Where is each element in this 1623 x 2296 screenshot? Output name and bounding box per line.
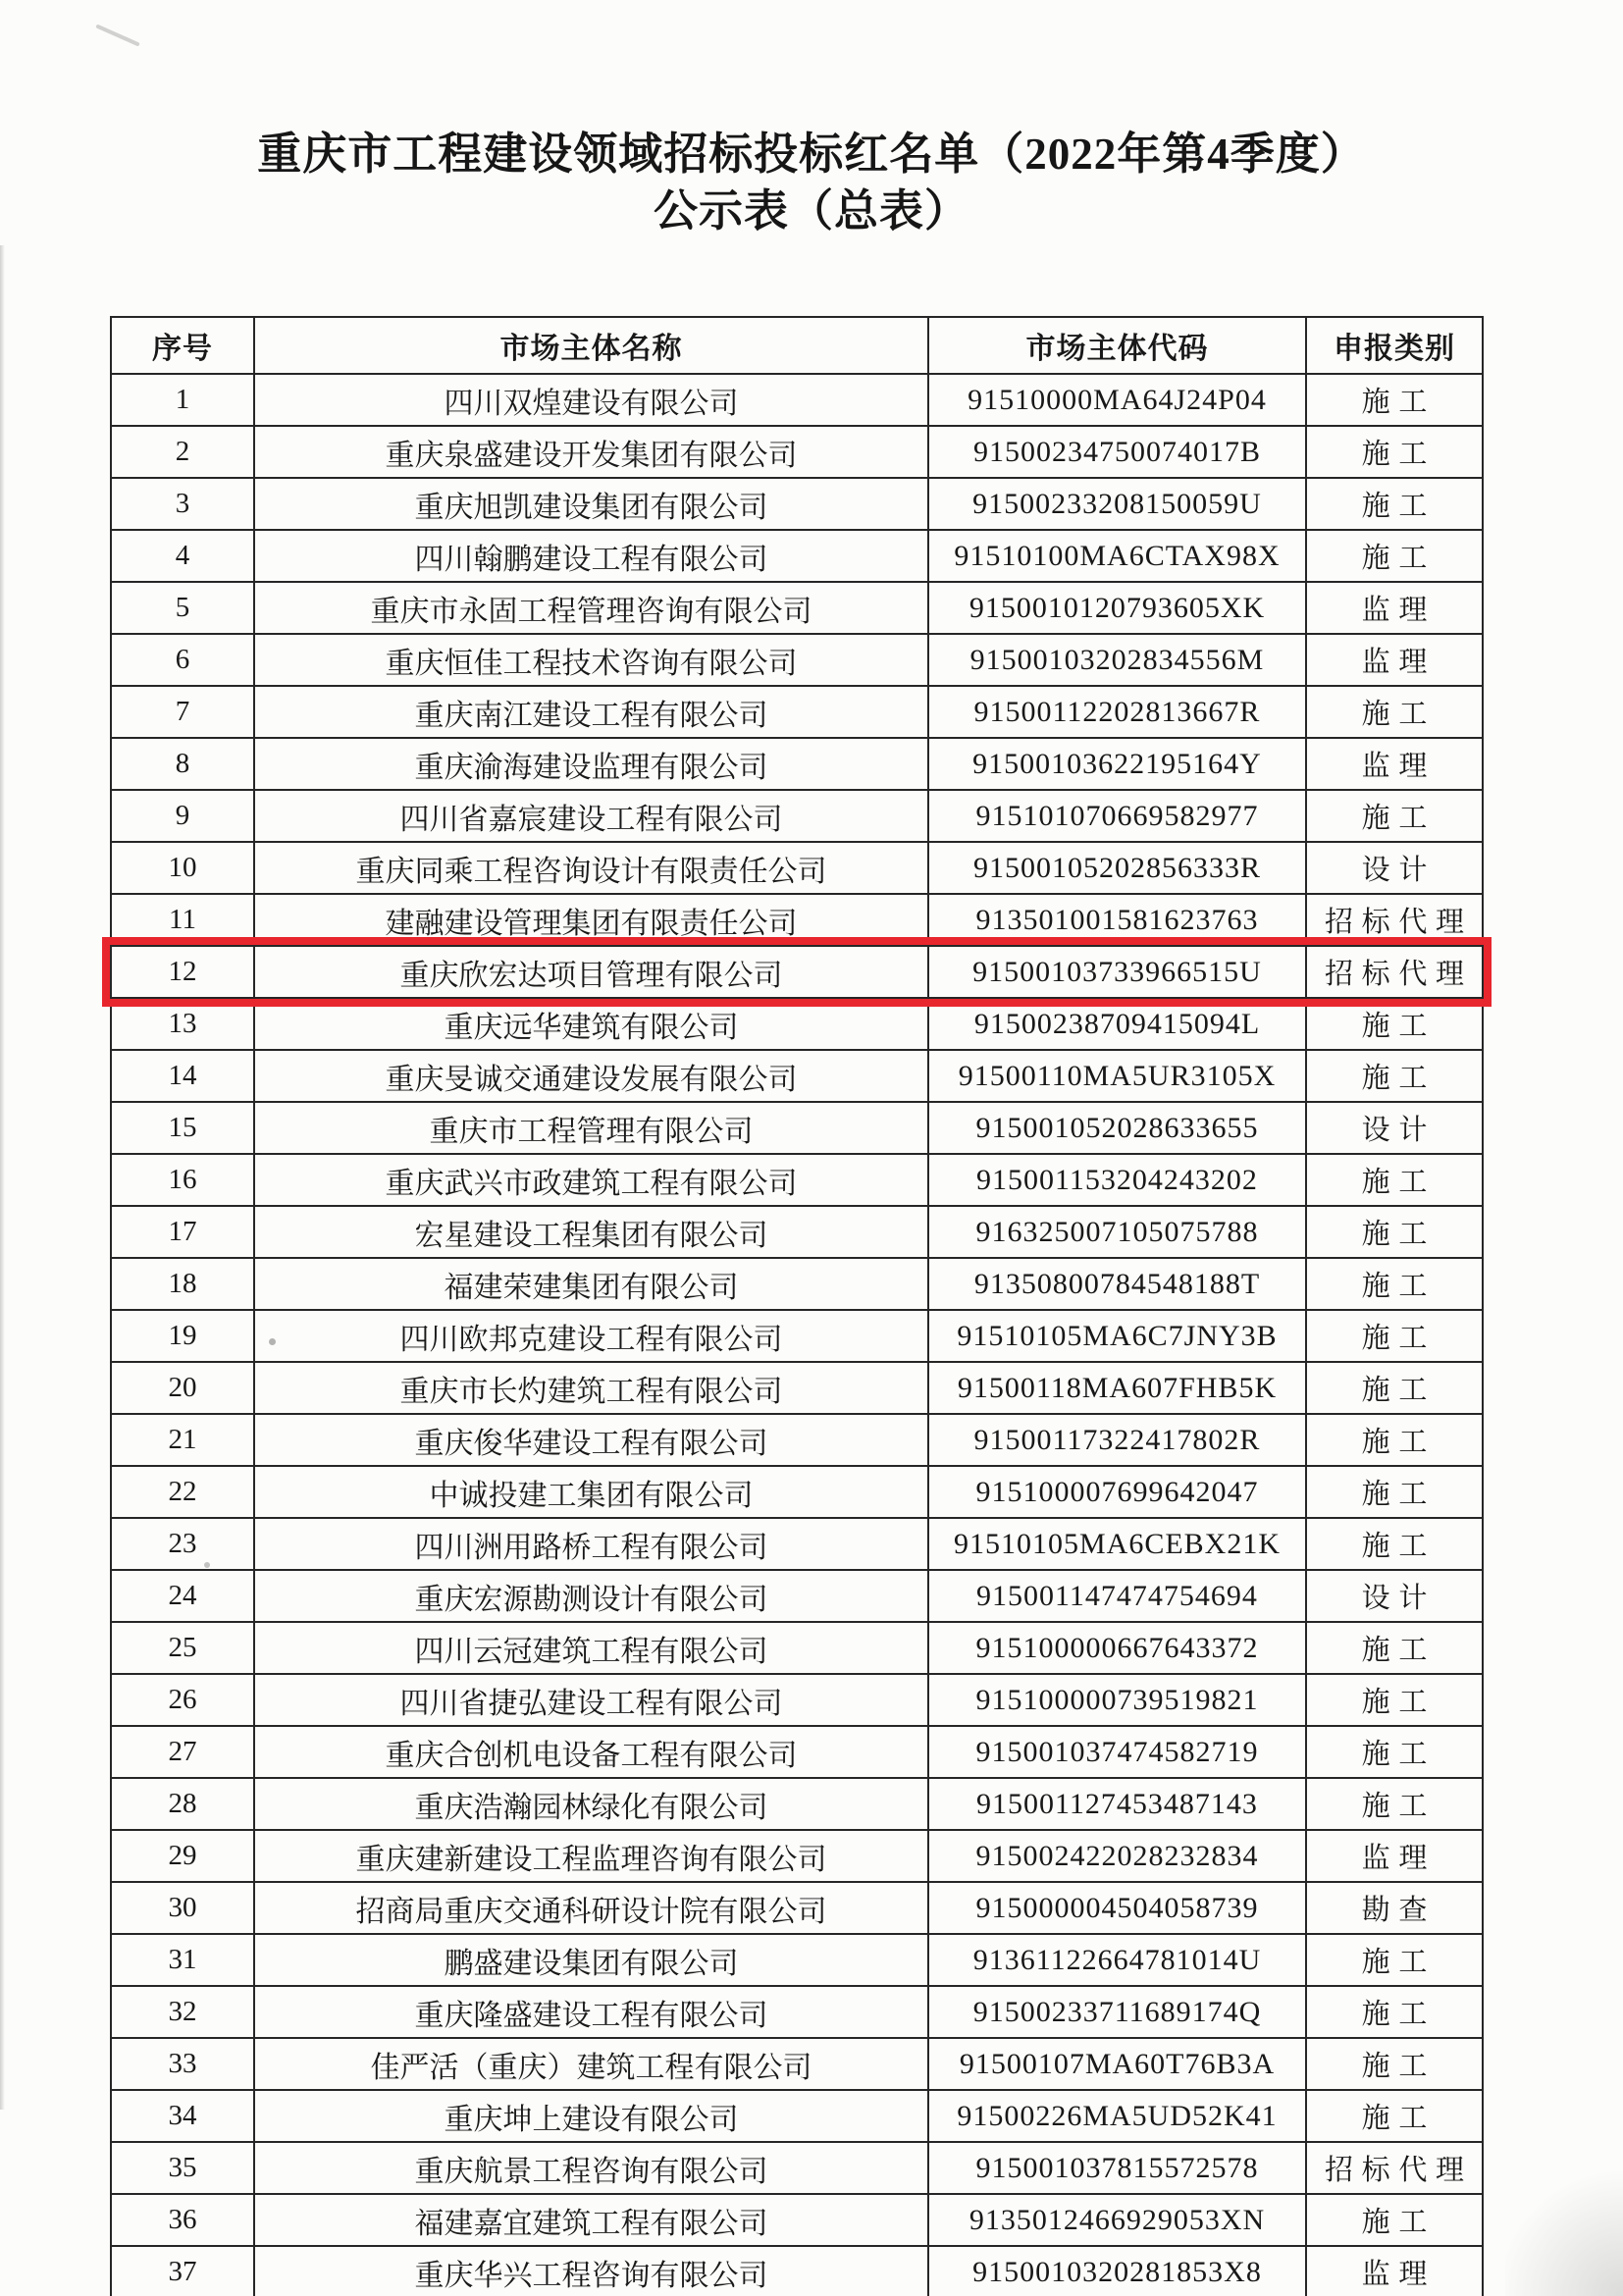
entity-name-cell: 重庆恒佳工程技术咨询有限公司 bbox=[254, 634, 928, 686]
table-row bbox=[111, 1726, 1483, 1778]
entity-code-cell: 91500226MA5UD52K41 bbox=[928, 2090, 1306, 2142]
serial-cell: 28 bbox=[111, 1778, 254, 1830]
page-title bbox=[0, 126, 1623, 239]
category-cell: 勘查 bbox=[1306, 1882, 1483, 1934]
entity-name-cell: 四川欧邦克建设工程有限公司 bbox=[254, 1310, 928, 1362]
table-row bbox=[111, 1622, 1483, 1674]
serial-cell: 10 bbox=[111, 842, 254, 894]
serial-cell: 20 bbox=[111, 1362, 254, 1414]
category-cell: 招标代理 bbox=[1306, 2142, 1483, 2194]
serial-cell: 37 bbox=[111, 2246, 254, 2296]
table-row bbox=[111, 894, 1483, 946]
header-category: 申报类别 bbox=[1306, 317, 1483, 374]
entity-name-cell: 宏星建设工程集团有限公司 bbox=[254, 1206, 928, 1258]
category-cell: 施工 bbox=[1306, 1726, 1483, 1778]
entity-code-cell: 915001153204243202 bbox=[928, 1154, 1306, 1206]
serial-cell: 6 bbox=[111, 634, 254, 686]
table-row bbox=[111, 2038, 1483, 2090]
entity-code-cell: 91350800784548188T bbox=[928, 1258, 1306, 1310]
serial-cell: 24 bbox=[111, 1570, 254, 1622]
table-row bbox=[111, 582, 1483, 634]
category-cell: 施工 bbox=[1306, 686, 1483, 738]
entity-name-cell: 重庆华兴工程咨询有限公司 bbox=[254, 2246, 928, 2296]
entity-name-cell: 重庆市工程管理有限公司 bbox=[254, 1102, 928, 1154]
serial-cell: 32 bbox=[111, 1986, 254, 2038]
table-row bbox=[111, 478, 1483, 530]
entity-name-cell: 重庆俊华建设工程有限公司 bbox=[254, 1414, 928, 1466]
table-row bbox=[111, 842, 1483, 894]
category-cell: 施工 bbox=[1306, 374, 1483, 426]
serial-cell: 21 bbox=[111, 1414, 254, 1466]
serial-cell: 11 bbox=[111, 894, 254, 946]
entity-code-cell: 916325007105075788 bbox=[928, 1206, 1306, 1258]
entity-code-cell: 91510000MA64J24P04 bbox=[928, 374, 1306, 426]
table-row bbox=[111, 1934, 1483, 1986]
table-row bbox=[111, 1882, 1483, 1934]
entity-name-cell: 重庆渝海建设监理有限公司 bbox=[254, 738, 928, 790]
category-cell: 施工 bbox=[1306, 790, 1483, 842]
entity-name-cell: 重庆南江建设工程有限公司 bbox=[254, 686, 928, 738]
entity-name-cell: 重庆市长灼建筑工程有限公司 bbox=[254, 1362, 928, 1414]
table-row bbox=[111, 634, 1483, 686]
table-row bbox=[111, 2246, 1483, 2296]
entity-name-cell: 重庆建新建设工程监理咨询有限公司 bbox=[254, 1830, 928, 1882]
category-cell: 监理 bbox=[1306, 738, 1483, 790]
entity-name-cell: 重庆旭凯建设集团有限公司 bbox=[254, 478, 928, 530]
entity-code-cell: 91500117322417802R bbox=[928, 1414, 1306, 1466]
category-cell: 招标代理 bbox=[1306, 894, 1483, 946]
table-row bbox=[111, 1050, 1483, 1102]
entity-name-cell: 鹏盛建设集团有限公司 bbox=[254, 1934, 928, 1986]
entity-code-cell: 9135012466929053XN bbox=[928, 2194, 1306, 2246]
entity-name-cell: 佳严活（重庆）建筑工程有限公司 bbox=[254, 2038, 928, 2090]
category-cell: 施工 bbox=[1306, 1154, 1483, 1206]
category-cell: 施工 bbox=[1306, 426, 1483, 478]
serial-cell: 4 bbox=[111, 530, 254, 582]
table-row-highlighted bbox=[111, 946, 1483, 998]
entity-code-cell: 915000004504058739 bbox=[928, 1882, 1306, 1934]
header-entity-name: 市场主体名称 bbox=[254, 317, 928, 374]
entity-code-cell: 915002422028232834 bbox=[928, 1830, 1306, 1882]
entity-name-cell: 四川省嘉宸建设工程有限公司 bbox=[254, 790, 928, 842]
entity-code-cell: 9150010120793605XK bbox=[928, 582, 1306, 634]
entity-name-cell: 招商局重庆交通科研设计院有限公司 bbox=[254, 1882, 928, 1934]
table-row bbox=[111, 1258, 1483, 1310]
category-cell: 施工 bbox=[1306, 1778, 1483, 1830]
header-entity-code: 市场主体代码 bbox=[928, 317, 1306, 374]
entity-code-cell: 915001037815572578 bbox=[928, 2142, 1306, 2194]
serial-cell: 36 bbox=[111, 2194, 254, 2246]
entity-code-cell: 915100000667643372 bbox=[928, 1622, 1306, 1674]
entity-name-cell: 四川洲用路桥工程有限公司 bbox=[254, 1518, 928, 1570]
entity-name-cell: 四川省捷弘建设工程有限公司 bbox=[254, 1674, 928, 1726]
entity-name-cell: 建融建设管理集团有限责任公司 bbox=[254, 894, 928, 946]
serial-cell: 23 bbox=[111, 1518, 254, 1570]
table-row bbox=[111, 426, 1483, 478]
table-row bbox=[111, 1778, 1483, 1830]
serial-cell: 14 bbox=[111, 1050, 254, 1102]
serial-cell: 26 bbox=[111, 1674, 254, 1726]
entity-code-cell: 91500103202834556M bbox=[928, 634, 1306, 686]
table-row bbox=[111, 686, 1483, 738]
category-cell: 施工 bbox=[1306, 2194, 1483, 2246]
entity-name-cell: 重庆宏源勘测设计有限公司 bbox=[254, 1570, 928, 1622]
category-cell: 设计 bbox=[1306, 842, 1483, 894]
entity-code-cell: 91500233711689174Q bbox=[928, 1986, 1306, 2038]
serial-cell: 29 bbox=[111, 1830, 254, 1882]
entity-name-cell: 四川双煌建设有限公司 bbox=[254, 374, 928, 426]
entity-code-cell: 9150010320281853X8 bbox=[928, 2246, 1306, 2296]
entity-name-cell: 中诚投建工集团有限公司 bbox=[254, 1466, 928, 1518]
serial-cell: 7 bbox=[111, 686, 254, 738]
table-header-row bbox=[111, 317, 1483, 374]
serial-cell: 35 bbox=[111, 2142, 254, 2194]
entity-name-cell: 四川翰鹏建设工程有限公司 bbox=[254, 530, 928, 582]
table-row bbox=[111, 1154, 1483, 1206]
serial-cell: 17 bbox=[111, 1206, 254, 1258]
table-row bbox=[111, 2194, 1483, 2246]
entity-name-cell: 重庆泉盛建设开发集团有限公司 bbox=[254, 426, 928, 478]
entity-name-cell: 重庆同乘工程咨询设计有限责任公司 bbox=[254, 842, 928, 894]
serial-cell: 16 bbox=[111, 1154, 254, 1206]
entity-name-cell: 重庆旻诚交通建设发展有限公司 bbox=[254, 1050, 928, 1102]
red-list-table bbox=[110, 316, 1484, 2296]
table-row bbox=[111, 1310, 1483, 1362]
entity-code-cell: 91500103622195164Y bbox=[928, 738, 1306, 790]
category-cell: 施工 bbox=[1306, 1414, 1483, 1466]
table-row bbox=[111, 1362, 1483, 1414]
category-cell: 施工 bbox=[1306, 1518, 1483, 1570]
category-cell: 设计 bbox=[1306, 1570, 1483, 1622]
page-title-line-1: 重庆市工程建设领域招标投标红名单（2022年第4季度） bbox=[257, 130, 1366, 179]
entity-code-cell: 91500233208150059U bbox=[928, 478, 1306, 530]
table-body bbox=[111, 374, 1483, 2296]
table-row bbox=[111, 1102, 1483, 1154]
entity-code-cell: 91510100MA6CTAX98X bbox=[928, 530, 1306, 582]
entity-code-cell: 915001127453487143 bbox=[928, 1778, 1306, 1830]
category-cell: 施工 bbox=[1306, 2090, 1483, 2142]
category-cell: 施工 bbox=[1306, 1622, 1483, 1674]
category-cell: 施工 bbox=[1306, 1986, 1483, 2038]
entity-code-cell: 915001052028633655 bbox=[928, 1102, 1306, 1154]
category-cell: 施工 bbox=[1306, 1466, 1483, 1518]
serial-cell: 3 bbox=[111, 478, 254, 530]
entity-name-cell: 四川云冠建筑工程有限公司 bbox=[254, 1622, 928, 1674]
entity-name-cell: 福建嘉宜建筑工程有限公司 bbox=[254, 2194, 928, 2246]
header-serial: 序号 bbox=[111, 317, 254, 374]
table-row bbox=[111, 998, 1483, 1050]
entity-name-cell: 重庆合创机电设备工程有限公司 bbox=[254, 1726, 928, 1778]
table-row bbox=[111, 1518, 1483, 1570]
entity-code-cell: 91500238709415094L bbox=[928, 998, 1306, 1050]
serial-cell: 1 bbox=[111, 374, 254, 426]
serial-cell: 34 bbox=[111, 2090, 254, 2142]
category-cell: 施工 bbox=[1306, 998, 1483, 1050]
category-cell: 施工 bbox=[1306, 478, 1483, 530]
table-row bbox=[111, 1206, 1483, 1258]
serial-cell: 15 bbox=[111, 1102, 254, 1154]
serial-cell: 8 bbox=[111, 738, 254, 790]
table-row bbox=[111, 1414, 1483, 1466]
table-row bbox=[111, 1830, 1483, 1882]
entity-code-cell: 915101070669582977 bbox=[928, 790, 1306, 842]
serial-cell: 33 bbox=[111, 2038, 254, 2090]
serial-cell: 5 bbox=[111, 582, 254, 634]
serial-cell: 31 bbox=[111, 1934, 254, 1986]
entity-code-cell: 91500112202813667R bbox=[928, 686, 1306, 738]
table-row bbox=[111, 1570, 1483, 1622]
serial-cell: 9 bbox=[111, 790, 254, 842]
entity-code-cell: 915100000739519821 bbox=[928, 1674, 1306, 1726]
entity-code-cell: 91500103733966515U bbox=[928, 946, 1306, 998]
entity-code-cell: 915001037474582719 bbox=[928, 1726, 1306, 1778]
entity-name-cell: 重庆浩瀚园林绿化有限公司 bbox=[254, 1778, 928, 1830]
table-row bbox=[111, 530, 1483, 582]
serial-cell: 19 bbox=[111, 1310, 254, 1362]
category-cell: 施工 bbox=[1306, 2038, 1483, 2090]
category-cell: 监理 bbox=[1306, 2246, 1483, 2296]
category-cell: 监理 bbox=[1306, 634, 1483, 686]
serial-cell: 25 bbox=[111, 1622, 254, 1674]
table-row bbox=[111, 374, 1483, 426]
entity-code-cell: 915100007699642047 bbox=[928, 1466, 1306, 1518]
entity-name-cell: 重庆隆盛建设工程有限公司 bbox=[254, 1986, 928, 2038]
scan-artifact-corner-shadow bbox=[1505, 2159, 1623, 2296]
table-row bbox=[111, 1674, 1483, 1726]
entity-name-cell: 重庆市永固工程管理咨询有限公司 bbox=[254, 582, 928, 634]
serial-cell: 27 bbox=[111, 1726, 254, 1778]
category-cell: 施工 bbox=[1306, 1050, 1483, 1102]
table-row bbox=[111, 738, 1483, 790]
scan-artifact-streak bbox=[95, 24, 139, 46]
serial-cell: 2 bbox=[111, 426, 254, 478]
category-cell: 施工 bbox=[1306, 1206, 1483, 1258]
page-title-line-2: 公示表（总表） bbox=[653, 186, 969, 235]
entity-code-cell: 91500118MA607FHB5K bbox=[928, 1362, 1306, 1414]
entity-code-cell: 91361122664781014U bbox=[928, 1934, 1306, 1986]
table-row bbox=[111, 2142, 1483, 2194]
entity-name-cell: 福建荣建集团有限公司 bbox=[254, 1258, 928, 1310]
entity-name-cell: 重庆航景工程咨询有限公司 bbox=[254, 2142, 928, 2194]
serial-cell: 18 bbox=[111, 1258, 254, 1310]
table-row bbox=[111, 790, 1483, 842]
category-cell: 招标代理 bbox=[1306, 946, 1483, 998]
table-row bbox=[111, 2090, 1483, 2142]
entity-code-cell: 91500110MA5UR3105X bbox=[928, 1050, 1306, 1102]
entity-code-cell: 91510105MA6C7JNY3B bbox=[928, 1310, 1306, 1362]
category-cell: 监理 bbox=[1306, 582, 1483, 634]
serial-cell: 22 bbox=[111, 1466, 254, 1518]
entity-code-cell: 913501001581623763 bbox=[928, 894, 1306, 946]
serial-cell: 30 bbox=[111, 1882, 254, 1934]
serial-cell: 12 bbox=[111, 946, 254, 998]
category-cell: 施工 bbox=[1306, 1258, 1483, 1310]
entity-code-cell: 915001147474754694 bbox=[928, 1570, 1306, 1622]
entity-name-cell: 重庆武兴市政建筑工程有限公司 bbox=[254, 1154, 928, 1206]
category-cell: 设计 bbox=[1306, 1102, 1483, 1154]
entity-name-cell: 重庆欣宏达项目管理有限公司 bbox=[254, 946, 928, 998]
category-cell: 监理 bbox=[1306, 1830, 1483, 1882]
serial-cell: 13 bbox=[111, 998, 254, 1050]
entity-code-cell: 91500105202856333R bbox=[928, 842, 1306, 894]
category-cell: 施工 bbox=[1306, 1310, 1483, 1362]
entity-code-cell: 91510105MA6CEBX21K bbox=[928, 1518, 1306, 1570]
entity-code-cell: 91500107MA60T76B3A bbox=[928, 2038, 1306, 2090]
category-cell: 施工 bbox=[1306, 1674, 1483, 1726]
category-cell: 施工 bbox=[1306, 1362, 1483, 1414]
table-row bbox=[111, 1986, 1483, 2038]
table-row bbox=[111, 1466, 1483, 1518]
category-cell: 施工 bbox=[1306, 530, 1483, 582]
entity-name-cell: 重庆远华建筑有限公司 bbox=[254, 998, 928, 1050]
entity-code-cell: 91500234750074017B bbox=[928, 426, 1306, 478]
scan-artifact-left-edge bbox=[0, 245, 5, 2110]
entity-name-cell: 重庆坤上建设有限公司 bbox=[254, 2090, 928, 2142]
category-cell: 施工 bbox=[1306, 1934, 1483, 1986]
